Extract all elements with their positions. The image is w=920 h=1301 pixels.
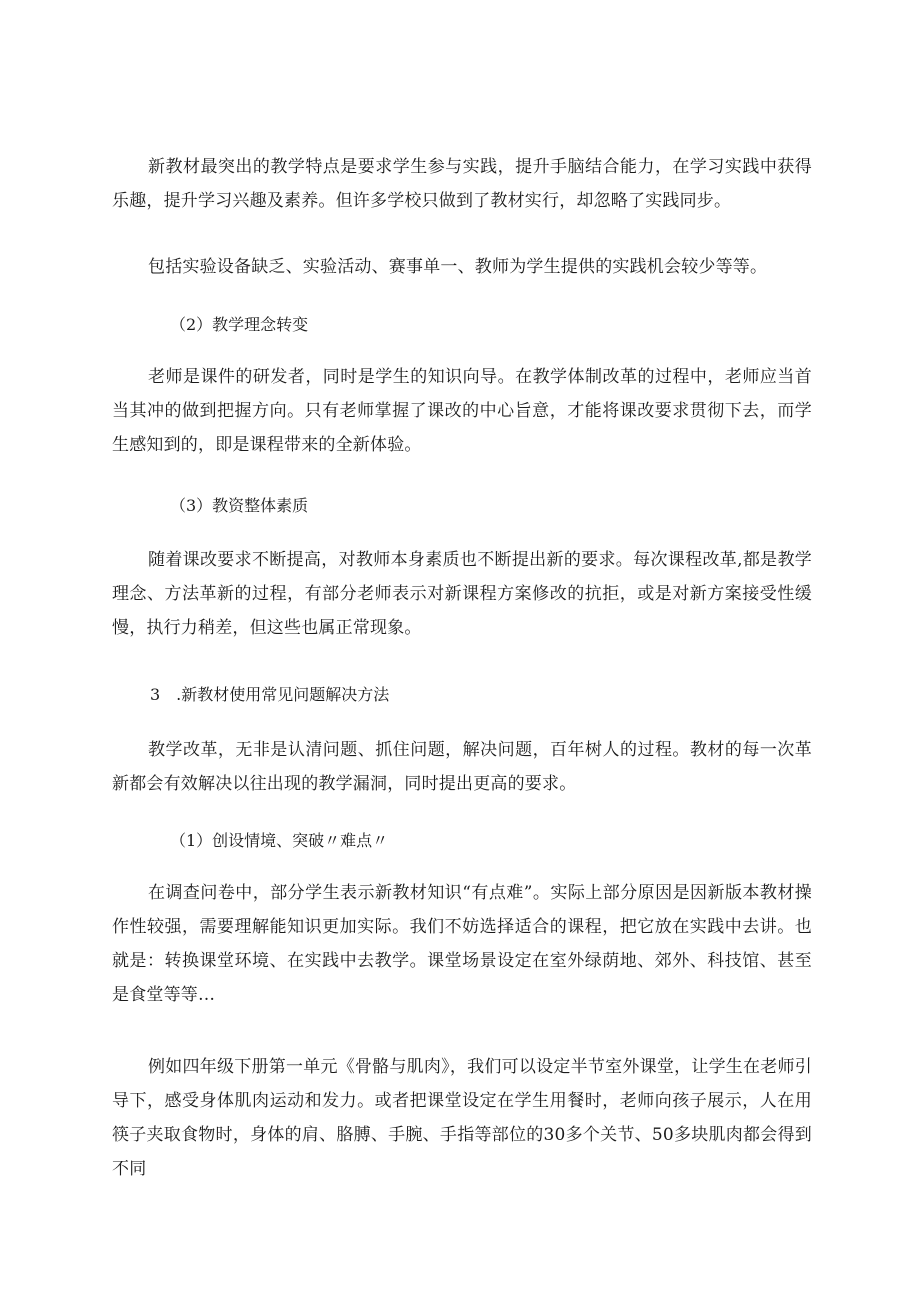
paragraph-reform-requirements: 随着课改要求不断提高，对教师本身素质也不断提出新的要求。每次课程改革,都是教学理念、方法革新的过程，有部分老师表示对新课程方案修改的抗拒，或是对新方案接受性缓慢，执行力稍差，但这些也属正常现象。 xyxy=(112,550,812,638)
paragraph-teacher-role: 老师是课件的研发者，同时是学生的知识向导。在教学体制改革的过程中，老师应当首当其冲的做到把握方向。只有老师掌握了课改的中心旨意，才能将课改要求贯彻下去，而学生感知到的，即是课程带来的全新体验。 xyxy=(112,367,812,455)
heading-teaching-concept: （2）教学理念转变 xyxy=(170,315,309,334)
paragraph-equipment-lack: 包括实验设备缺乏、实验活动、赛事单一、教师为学生提供的实践机会较少等等。 xyxy=(148,257,768,277)
paragraph-reform-process: 教学改革，无非是认清问题、抓住问题，解决问题，百年树人的过程。教材的每一次革新都会有效解决以往出现的教学漏洞，同时提出更高的要求。 xyxy=(112,740,812,794)
paragraph-example-bones-muscles: 例如四年级下册第一单元《骨骼与肌肉》，我们可以设定半节室外课堂，让学生在老师引导下，感受身体肌肉运动和发力。或者把课堂设定在学生用餐时，老师向孩子展示，人在用筷子夹取食物时，身体的肩、胳膊、手腕、手指等部位的30多个关节、50多块肌肉都会得到不同 xyxy=(112,1057,812,1179)
paragraph-practice-feature: 新教材最突出的教学特点是要求学生参与实践，提升手脑结合能力，在学习实践中获得乐趣，提升学习兴趣及素养。但许多学校只做到了教材实行，却忽略了实践同步。 xyxy=(112,157,812,211)
heading-solutions: 3 .新教材使用常见问题解决方法 xyxy=(150,685,390,704)
paragraph-survey: 在调查问卷中，部分学生表示新教材知识“有点难”。实际上部分原因是因新版本教材操作性较强，需要理解能知识更加实际。我们不妨选择适合的课程，把它放在实践中去讲。也就是：转换课堂环境、在实践中去教学。课堂场景设定在室外绿荫地、郊外、科技馆、甚至是食堂等等… xyxy=(112,883,812,1005)
heading-create-scenario: （1）创设情境、突破〃难点〃 xyxy=(170,831,389,850)
heading-teacher-quality: （3）教资整体素质 xyxy=(170,496,309,515)
